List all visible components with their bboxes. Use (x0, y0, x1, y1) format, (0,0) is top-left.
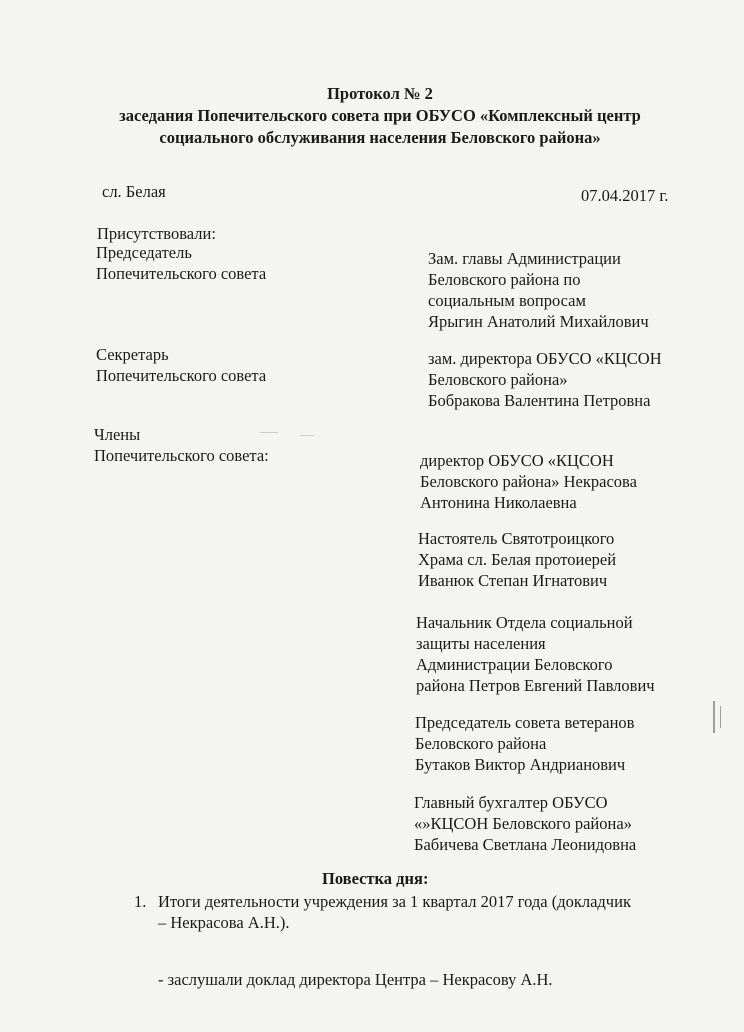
scan-mark (713, 701, 715, 733)
agenda-item-text: – Некрасова А.Н.). (158, 913, 290, 932)
present-label: Присутствовали: (97, 224, 216, 243)
heard-report: - заслушали доклад директора Центра – Некрасову А.Н. (158, 970, 553, 989)
member-line: Начальник Отдела социальной (416, 613, 633, 632)
chairman-person-line: Ярыгин Анатолий Михайлович (428, 312, 649, 331)
member-line: района Петров Евгений Павлович (416, 676, 655, 695)
member-line: Председатель совета ветеранов (415, 713, 635, 732)
member-entry (420, 450, 637, 513)
member-entry (418, 528, 616, 591)
meeting-date: 07.04.2017 г. (581, 186, 669, 205)
chairman-person-line: социальным вопросам (428, 291, 586, 310)
member-line: Антонина Николаевна (420, 493, 577, 512)
member-line: Администрации Беловского (416, 655, 613, 674)
members-role-line: Попечительского совета: (94, 446, 269, 465)
chairman-person-line: Беловского района по (428, 270, 581, 289)
secretary-role-line: Секретарь (96, 345, 169, 364)
agenda-item-number: 1. (134, 892, 147, 911)
member-line: Главный бухгалтер ОБУСО (414, 793, 608, 812)
chairman-role-line: Председатель (96, 243, 192, 262)
meeting-place: сл. Белая (102, 182, 166, 201)
secretary-role-line: Попечительского совета (96, 366, 267, 385)
member-line: Бабичева Светлана Леонидовна (414, 835, 637, 854)
chairman-person (428, 248, 649, 332)
scan-mark (720, 706, 721, 728)
member-line: Беловского района» Некрасова (420, 472, 637, 491)
chairman-person-line: Зам. главы Администрации (428, 249, 621, 268)
member-line: Иванюк Степан Игнатович (418, 571, 608, 590)
protocol-title: Протокол № 2 (327, 84, 433, 103)
secretary-person-line: Бобракова Валентина Петровна (428, 391, 651, 410)
agenda-item (134, 891, 694, 933)
scan-mark (300, 435, 314, 436)
secretary-person-line: Беловского района» (428, 370, 568, 389)
member-line: защиты населения (416, 634, 546, 653)
member-line: Храма сл. Белая протоиерей (418, 550, 617, 569)
chairman-role (96, 242, 266, 284)
protocol-subtitle-line2: социального обслуживания населения Беловского района» (159, 128, 601, 147)
member-line: «»КЦСОН Беловского района» (414, 814, 632, 833)
agenda-item-text: Итоги деятельности учреждения за 1 квартал 2017 года (докладчик (158, 892, 631, 911)
member-line: Беловского района (415, 734, 547, 753)
agenda-heading: Повестка дня: (322, 869, 429, 888)
member-entry (416, 612, 655, 696)
member-line: Настоятель Святотроицкого (418, 529, 615, 548)
secretary-person (428, 348, 662, 411)
member-entry (414, 792, 636, 855)
members-role (94, 424, 269, 466)
member-line: Бутаков Виктор Андрианович (415, 755, 626, 774)
secretary-person-line: зам. директора ОБУСО «КЦСОН (428, 349, 662, 368)
chairman-role-line: Попечительского совета (96, 264, 267, 283)
protocol-subtitle-line1: заседания Попечительского совета при ОБУСО «Комплексный центр (119, 106, 641, 125)
member-line: директор ОБУСО «КЦСОН (420, 451, 614, 470)
members-role-line: Члены (94, 425, 141, 444)
secretary-role (96, 344, 266, 386)
member-entry (415, 712, 634, 775)
scan-mark (260, 432, 278, 433)
